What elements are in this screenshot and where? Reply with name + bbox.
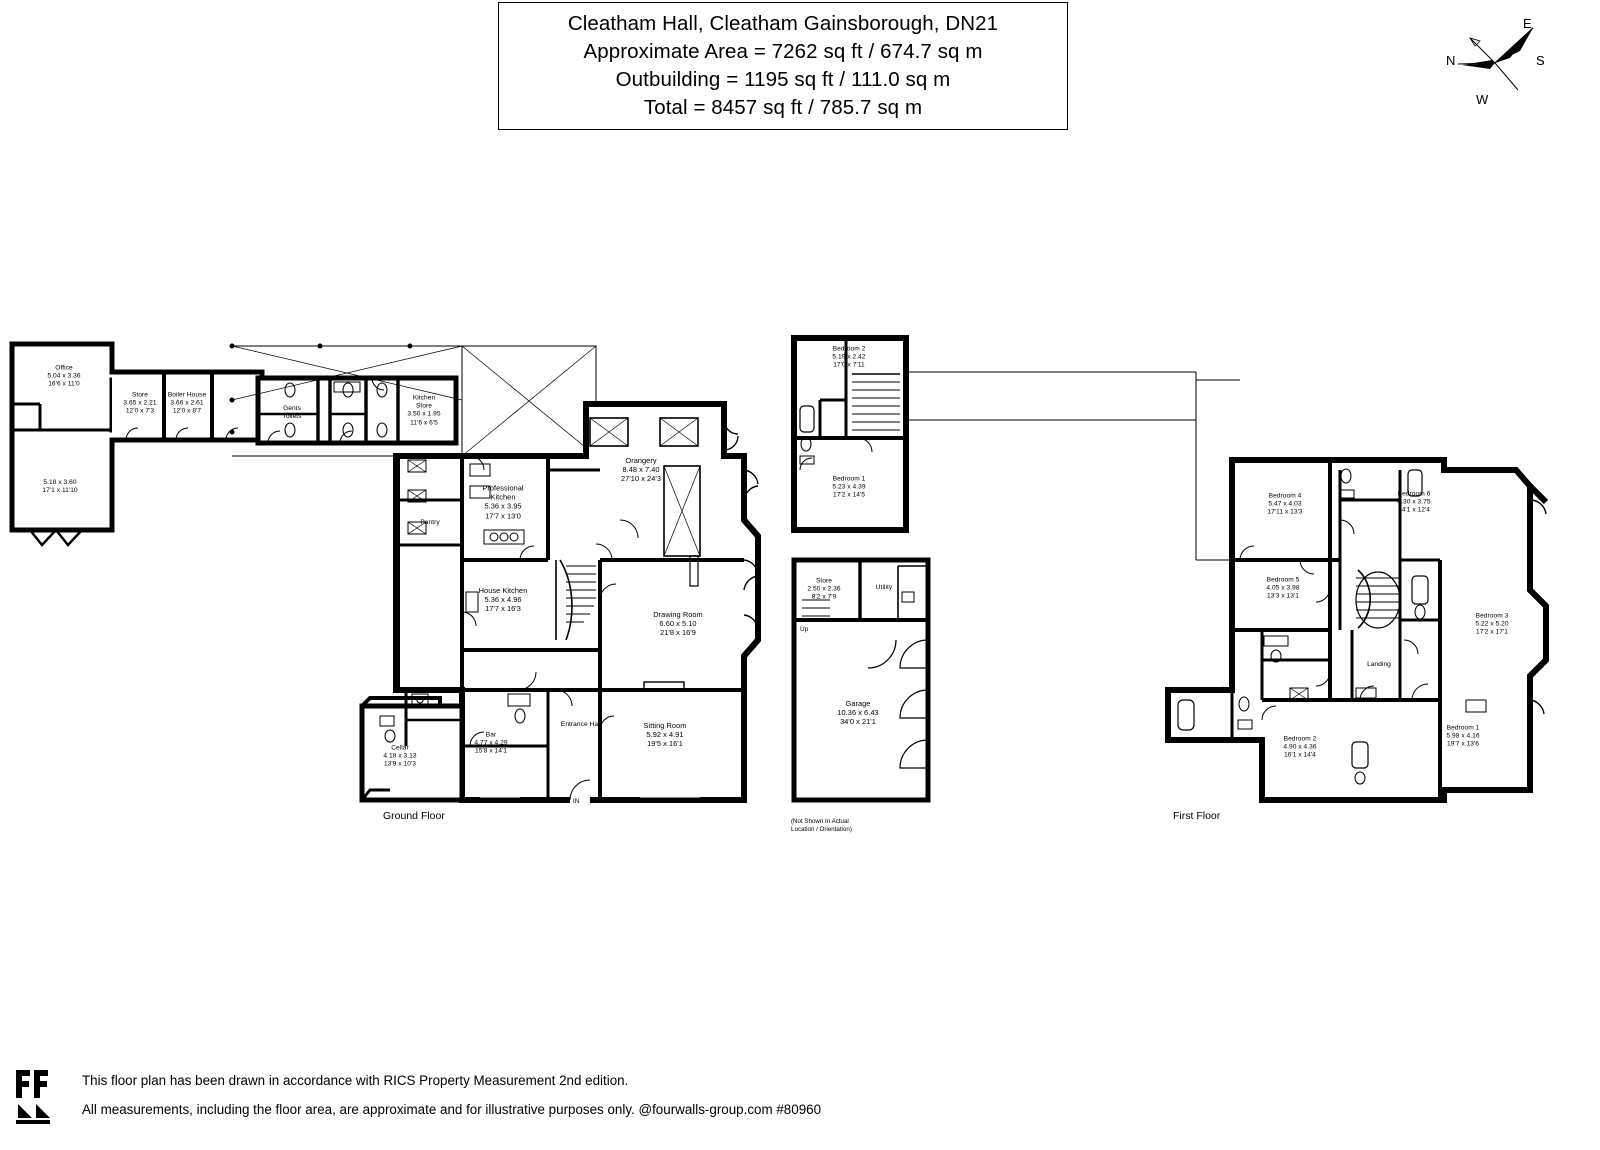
room-name: Bedroom 3	[1475, 612, 1509, 620]
room-name: Kitchen	[412, 394, 436, 402]
room-name: Office	[55, 364, 73, 372]
room-name: Bedroom 2	[1283, 735, 1317, 743]
room-label-professional-kitchen	[482, 484, 523, 521]
room-label-sitting-room	[644, 721, 687, 749]
room-label-orangery	[621, 456, 661, 484]
label-entrance-in: IN	[573, 798, 580, 805]
room-name: Bedroom 4	[1268, 492, 1302, 500]
room-name: Store	[815, 577, 832, 585]
label-first-floor: First Floor	[1173, 810, 1221, 822]
room-dimensions-metric: 5.19 x 2.42	[832, 353, 866, 361]
room-name: Bedroom 2	[832, 345, 866, 353]
room-name: Professional	[482, 483, 524, 493]
room-name: Bedroom 6	[1397, 490, 1431, 498]
room-label-ob-bedroom-2	[832, 346, 865, 371]
room-label-ob-bedroom-1	[832, 476, 865, 501]
room-dimensions-imperial: 14'1 x 12'4	[1397, 507, 1431, 515]
garage-note-line1: (Not Shown In Actual	[791, 818, 849, 825]
room-label-cellar	[383, 745, 416, 770]
room-label-pantry	[420, 519, 439, 527]
room-dimensions-imperial: 17'11 x 13'3	[1267, 509, 1303, 517]
compass-label-s: S	[1536, 53, 1545, 68]
room-label-bedroom-6	[1397, 491, 1430, 516]
room-dimensions-metric: 8.48 x 7.40	[622, 465, 660, 475]
compass-label-n: N	[1446, 53, 1456, 68]
room-dimensions-metric: 5.36 x 3.95	[484, 502, 522, 511]
room-label-bedroom-2	[1283, 736, 1316, 761]
room-dimensions-imperial: 15'8 x 14'1	[474, 748, 508, 756]
room-label-bedroom-1	[1446, 725, 1479, 750]
room-dimensions-imperial: 16'1 x 14'4	[1283, 752, 1317, 760]
room-name: Bar	[485, 731, 497, 739]
room-dimensions-imperial: 17'2 x 17'1	[1475, 629, 1509, 637]
room-name: Boiler House	[167, 391, 207, 399]
room-label-ob-store	[807, 578, 840, 603]
room-dimensions-metric: 5.23 x 4.39	[832, 483, 866, 491]
room-dimensions-metric: 5.22 x 5.20	[1475, 620, 1509, 628]
label-up-first: Up	[1222, 686, 1231, 693]
room-dimensions-imperial: 34'0 x 21'1	[840, 717, 876, 727]
room-dimensions-metric: 5.92 x 4.91	[646, 730, 684, 740]
room-dimensions-metric: 4.05 x 3.98	[1266, 584, 1300, 592]
label-ground-floor: Ground Floor	[383, 810, 445, 822]
room-dimensions-imperial: 13'3 x 13'1	[1266, 593, 1300, 601]
room-name: Sitting Room	[643, 721, 687, 731]
room-dimensions-metric: 5.98 x 4.16	[1446, 732, 1480, 740]
room-dimensions-metric: 5.36 x 4.96	[484, 595, 522, 605]
ground-floor-main-house	[362, 404, 758, 800]
room-dimensions-imperial: 17'7 x 16'3	[485, 604, 521, 614]
footer-line-1: This floor plan has been drawn in accordance with RICS Property Measurement 2nd edition.	[82, 1073, 629, 1088]
room-dimensions-imperial: 13'9 x 10'3	[383, 761, 417, 769]
footer-line-2: All measurements, including the floor area, are approximate and for illustrative purposes only. @fourwalls-group.com #80960	[82, 1102, 822, 1117]
room-name: Garage	[845, 699, 871, 709]
room-dimensions-metric: 5.04 x 3.36	[47, 372, 81, 380]
room-name: Landing	[1367, 660, 1391, 668]
room-name: Store	[415, 402, 432, 410]
room-label-store-ground	[123, 392, 156, 417]
room-dimensions-metric: 3.66 x 2.61	[170, 399, 204, 407]
room-name: Orangery	[625, 456, 657, 466]
room-label-gents-toilets	[282, 405, 301, 421]
room-label-kitchen-store	[407, 395, 440, 428]
room-name: Kitchen	[490, 492, 516, 502]
fourwalls-logo-icon	[14, 1064, 66, 1126]
room-label-ob-utility	[876, 584, 892, 592]
room-label-boiler-house	[168, 392, 206, 417]
room-label-office	[47, 365, 80, 390]
room-label-entrance-hall	[561, 721, 601, 729]
title-line-area: Approximate Area = 7262 sq ft / 674.7 sq m	[583, 40, 983, 63]
room-label-room-518	[42, 479, 77, 495]
room-dimensions-imperial: 12'0 x 8'7	[172, 408, 202, 416]
room-name: Bedroom 1	[832, 475, 866, 483]
compass-label-w: W	[1476, 92, 1489, 107]
room-dimensions-imperial: 17'0 x 7'11	[833, 362, 865, 370]
room-label-bar	[474, 732, 507, 757]
room-dimensions-metric: 4.90 x 4.36	[1283, 743, 1317, 751]
room-dimensions-imperial: 19'5 x 16'1	[647, 739, 683, 749]
room-name: House Kitchen	[478, 586, 528, 596]
room-name: Pantry	[420, 518, 440, 526]
room-name: Bedroom 5	[1266, 576, 1300, 584]
room-label-bedroom-5	[1266, 577, 1299, 602]
room-dimensions-metric: 10.36 x 6.43	[837, 708, 879, 718]
room-dimensions-imperial: 27'10 x 24'3	[621, 474, 661, 484]
room-dimensions-imperial: 17'2 x 14'5	[832, 492, 866, 500]
room-name: Bedroom 1	[1446, 724, 1480, 732]
room-dimensions-imperial: 8'2 x 7'9	[811, 594, 837, 602]
room-dimensions-imperial: 19'7 x 13'6	[1446, 741, 1480, 749]
room-dimensions-metric: 6.60 x 5.10	[659, 619, 697, 629]
room-name: Toilets	[282, 413, 302, 420]
room-dimensions-metric: 5.47 x 4.03	[1268, 500, 1302, 508]
room-name: Cellar	[391, 744, 409, 752]
room-label-house-kitchen	[479, 586, 528, 614]
room-dimensions-metric: 4.18 x 3.13	[383, 752, 417, 760]
room-dimensions-imperial: 11'6 x 6'5	[410, 419, 438, 427]
label-up-garage: Up	[800, 626, 809, 633]
room-name: Entrance Hall	[560, 720, 602, 728]
room-dimensions-metric: 5.18 x 3.60	[43, 478, 77, 486]
outbuilding-first-floor	[794, 338, 1240, 560]
compass-label-e: E	[1523, 16, 1532, 31]
title-line-outbuilding: Outbuilding = 1195 sq ft / 111.0 sq m	[615, 68, 951, 91]
title-line-total: Total = 8457 sq ft / 785.7 sq m	[643, 96, 923, 119]
room-name: Store	[131, 391, 148, 399]
room-dimensions-metric: 4.77 x 4.29	[474, 739, 508, 747]
room-dimensions-imperial: 21'8 x 16'9	[660, 628, 696, 638]
room-dimensions-metric: 2.50 x 2.36	[807, 585, 841, 593]
room-label-bedroom-4	[1267, 493, 1302, 518]
garage-note-line2: Location / Orientation)	[791, 826, 852, 833]
room-label-drawing-room	[653, 610, 702, 638]
room-dimensions-imperial: 17'1 x 11'10	[42, 487, 78, 494]
room-dimensions-imperial: 16'6 x 11'0	[48, 381, 80, 389]
room-label-landing	[1367, 661, 1391, 669]
room-name: Gents	[283, 404, 301, 412]
title-line-address: Cleatham Hall, Cleatham Gainsborough, DN21	[567, 12, 999, 35]
room-dimensions-metric: 3.50 x 1.95	[407, 411, 441, 418]
room-dimensions-metric: 3.65 x 2.21	[123, 399, 157, 407]
room-name: Drawing Room	[653, 610, 703, 620]
room-name: Utility	[875, 583, 893, 591]
room-label-bedroom-3	[1475, 613, 1508, 638]
room-label-garage	[837, 699, 878, 727]
room-dimensions-metric: 4.30 x 3.75	[1397, 498, 1431, 506]
room-dimensions-imperial: 12'0 x 7'3	[125, 408, 155, 416]
room-dimensions-imperial: 17'7 x 13'0	[485, 511, 521, 521]
